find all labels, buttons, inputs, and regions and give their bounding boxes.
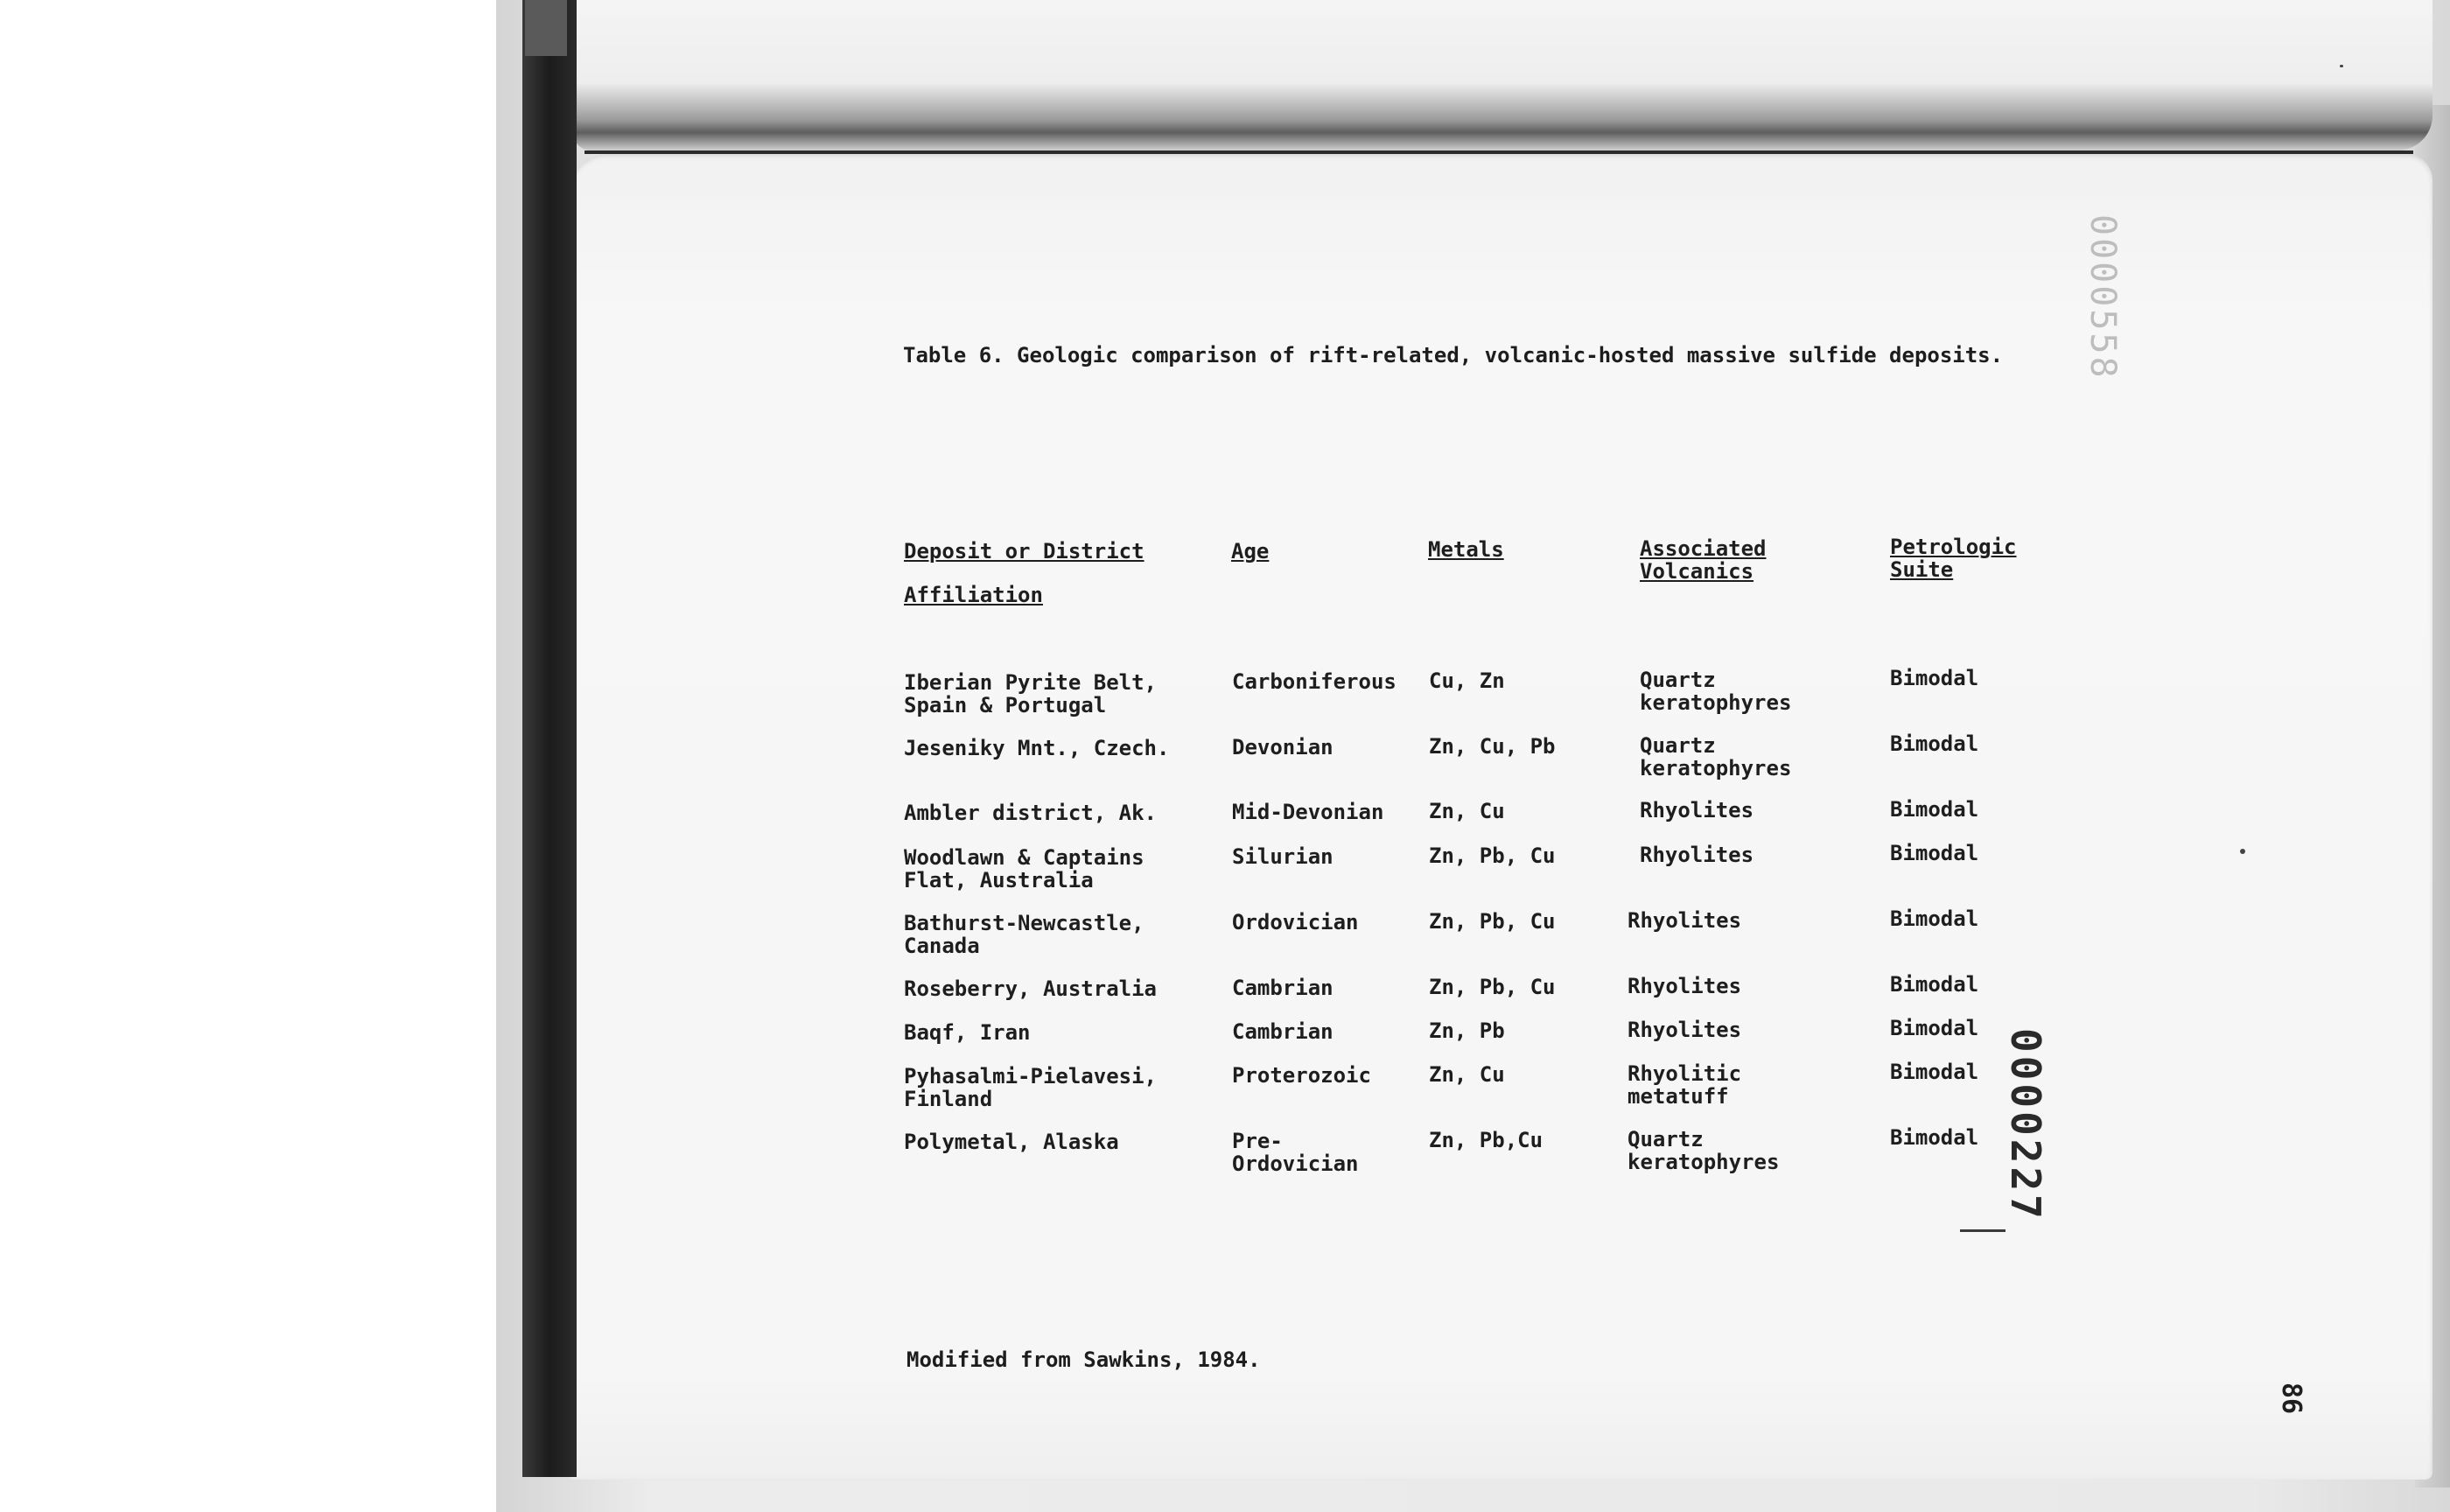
cell-deposit: Woodlawn & Captains Flat, Australia [904, 845, 1144, 892]
cell-volcanics: Quartz keratophyres [1628, 1127, 1780, 1174]
cell-age: Proterozoic [1232, 1063, 1371, 1088]
header-deposit-affiliation: Affiliation [904, 583, 1043, 607]
scan-speck [2240, 849, 2245, 854]
header-deposit: Deposit or District [904, 539, 1144, 564]
cell-metals: Zn, Pb, Cu [1429, 844, 1556, 868]
cell-suite: Bimodal [1890, 732, 1979, 756]
cell-metals: Zn, Pb, Cu [1429, 975, 1556, 999]
spine-top [525, 0, 567, 56]
cell-age: Cambrian [1232, 976, 1334, 1000]
header-suite: Petrologic Suite [1890, 535, 2017, 582]
cell-age: Carboniferous [1232, 669, 1396, 694]
cell-deposit: Baqf, Iran [904, 1020, 1031, 1045]
cell-volcanics: Rhyolites [1628, 974, 1742, 998]
cell-suite: Bimodal [1890, 841, 1979, 865]
cell-volcanics: Rhyolites [1640, 843, 1754, 867]
cell-metals: Zn, Pb, Cu [1429, 909, 1556, 934]
cell-age: Cambrian [1232, 1019, 1334, 1044]
cell-volcanics: Quartz keratophyres [1640, 733, 1792, 780]
cell-suite: Bimodal [1890, 666, 1979, 690]
cell-age: Devonian [1232, 735, 1334, 760]
cell-suite: Bimodal [1890, 1016, 1979, 1040]
cell-deposit: Roseberry, Australia [904, 976, 1157, 1001]
cell-metals: Zn, Cu [1429, 1062, 1505, 1087]
cell-volcanics: Rhyolites [1628, 908, 1742, 933]
book-spine [522, 0, 577, 1477]
cell-volcanics: Rhyolites [1628, 1018, 1742, 1042]
table-caption: Table 6. Geologic comparison of rift-related, volcanic-hosted massive sulfide deposits. [903, 343, 2004, 368]
cell-deposit: Pyhasalmi-Pielavesi, Finland [904, 1064, 1157, 1111]
cell-suite: Bimodal [1890, 1125, 1979, 1150]
cell-age: Ordovician [1232, 910, 1359, 934]
scan-speck [2340, 65, 2343, 67]
book-top-flap [573, 0, 2432, 150]
table-footnote: Modified from Sawkins, 1984. [906, 1348, 1261, 1372]
cell-metals: Zn, Cu [1429, 799, 1505, 823]
faint-stamp-number: 0000558 [2082, 214, 2123, 381]
header-metals: Metals [1428, 537, 1504, 562]
cell-suite: Bimodal [1890, 906, 1979, 931]
cell-volcanics: Rhyolites [1640, 798, 1754, 822]
cell-deposit: Ambler district, Ak. [904, 801, 1157, 825]
cell-metals: Zn, Pb [1429, 1018, 1505, 1043]
cell-age: Pre- Ordovician [1232, 1129, 1359, 1176]
cell-volcanics: Rhyolitic metatuff [1628, 1061, 1742, 1109]
cell-metals: Cu, Zn [1429, 668, 1505, 693]
cell-suite: Bimodal [1890, 797, 1979, 822]
page-number: 86 [2276, 1382, 2306, 1415]
cell-deposit: Iberian Pyrite Belt, Spain & Portugal [904, 670, 1157, 718]
cell-metals: Zn, Cu, Pb [1429, 734, 1556, 759]
scan-mark [1960, 1229, 2006, 1232]
bates-stamp-number: 0000227 [2002, 1028, 2049, 1222]
cell-age: Mid-Devonian [1232, 800, 1384, 824]
cell-suite: Bimodal [1890, 972, 1979, 997]
cell-deposit: Bathurst-Newcastle, Canada [904, 911, 1144, 958]
cell-age: Silurian [1232, 844, 1334, 869]
header-age: Age [1231, 539, 1270, 564]
cell-deposit: Polymetal, Alaska [904, 1130, 1119, 1154]
cell-volcanics: Quartz keratophyres [1640, 668, 1792, 715]
cell-deposit: Jeseniky Mnt., Czech. [904, 736, 1170, 760]
header-volcanics: Associated Volcanics [1640, 536, 1767, 584]
cell-suite: Bimodal [1890, 1060, 1979, 1084]
cell-metals: Zn, Pb,Cu [1429, 1128, 1544, 1152]
